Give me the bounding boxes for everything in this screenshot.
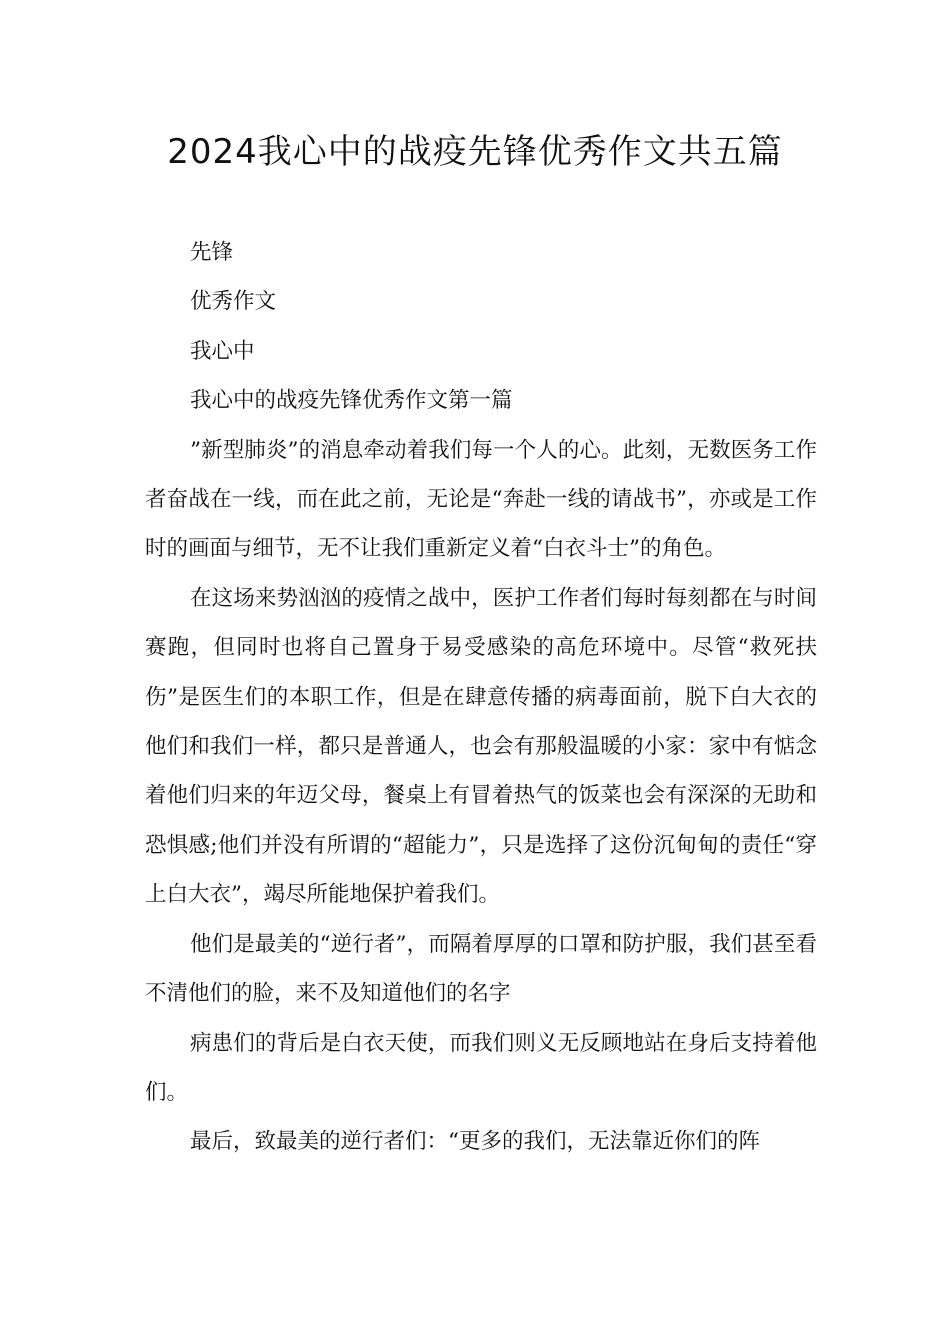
keyword-line: 先锋: [190, 240, 234, 265]
body-paragraph: 他们是最美的“逆行者”，而隔着厚厚的口罩和防护服，我们甚至看不清他们的脸，来不及知道他们的名字: [145, 931, 817, 1007]
body-paragraph: 病患们的背后是白衣天使，而我们则义无反顾地站在身后支持着他们。: [145, 1030, 817, 1105]
body-paragraph: ”新型肺炎”的消息牵动着我们每一个人的心。此刻，无数医务工作者奋战在一线，而在此之前，无论是“奔赴一线的请战书”，亦或是工作时的画面与细节，无不让我们重新定义着“白衣斗士”的角色。: [145, 437, 817, 562]
keyword-line: 我心中: [190, 338, 255, 364]
body-paragraph: 最后，致最美的逆行者们：“更多的我们，无法靠近你们的阵: [190, 1129, 760, 1155]
document-title: 2024我心中的战疫先锋优秀作文共五篇: [167, 132, 783, 172]
body-paragraph: 在这场来势汹汹的疫情之战中，医护工作者们每时每刻都在与时间赛跑，但同时也将自己置身于易受感染的高危环境中。尽管“救死扶伤”是医生们的本职工作，但是在肆意传播的病毒面前，脱下白大衣的他们和我们一样，都只是普通人，也会有那般温暖的小家：家中有惦念着他们归来的年迈父母，餐桌上有冒着热气的饭菜也会有深深的无助和恐惧感;他们并没有所谓的“超能力”，只是选择了这份沉甸甸的责任“穿上白大衣”，竭尽所能地保护着我们。: [145, 585, 817, 908]
section-heading: 我心中的战疫先锋优秀作文第一篇: [190, 388, 513, 414]
document-body: [145, 228, 817, 1167]
keyword-line: 优秀作文: [190, 289, 277, 315]
